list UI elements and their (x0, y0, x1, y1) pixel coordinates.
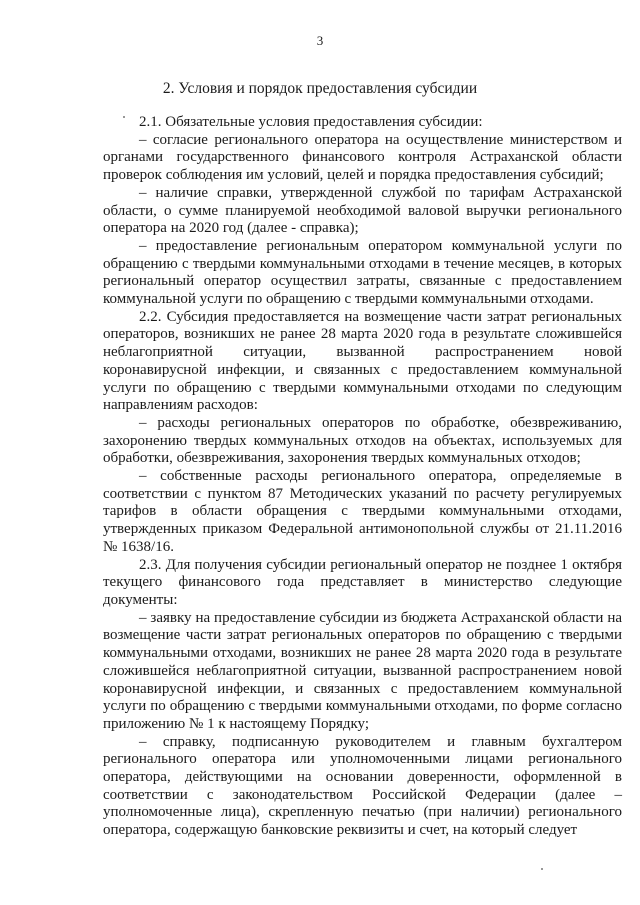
paragraph-2-1: 2.1. Обязательные условия предоставления субсидии: (139, 114, 483, 130)
paragraph-service-condition: – предоставление региональным оператором коммунальной услуги по обращению с твердыми коммунальными отходами в течение месяцев, в которых региональный оператор осуществил затраты, связанные с предоставлением коммунальной услуги по обращению с твердыми коммунальными отходами. (103, 237, 622, 308)
paragraph-bank-certificate: – справку, подписанную руководителем и главным бухгалтером регионального оператора или уполномоченными лицами регионального оператора, действующими на основании доверенности, оформленной в соответствии с законодательством Российской Федерации (далее – уполномоченные лица), скрепленную печатью (при наличии) регионального оператора, содержащую банковские реквизиты и счет, на который следует (103, 733, 622, 839)
paragraph-application: – заявку на предоставление субсидии из бюджета Астраханской области на возмещение части затрат региональных операторов по обращению с твердыми коммунальными отходами, возникших не ранее 28 марта 2020 года в результате сложившейся неблагоприятной ситуации, вызванной распространением новой коронавирусной инфекции, и связанных с предоставлением коммунальной услуги по обращению с твердыми коммунальными отходами, по форме согласно приложению № 1 к настоящему Порядку; (103, 609, 622, 732)
paragraph-2-2: 2.2. Субсидия предоставляется на возмещение части затрат региональных операторов, возникших не ранее 28 марта 2020 года в результате сложившейся неблагоприятной ситуации, вызванной распространением новой коронавирусной инфекции, и связанных с предоставлением коммунальной услуги по обращению с твердыми коммунальными отходами по следующим направлениям расходов: (103, 308, 622, 414)
paragraph-2-3: 2.3. Для получения субсидии региональный оператор не позднее 1 октября текущего финансового года представляет в министерство следующие документы: (103, 556, 622, 608)
section-heading: 2. Условия и порядок предоставления субсидии (162, 80, 478, 97)
scan-speck (541, 868, 543, 870)
scan-speck (123, 116, 125, 118)
page-number: 3 (316, 33, 324, 48)
section-body (103, 114, 622, 840)
paragraph-consent-condition: – согласие регионального оператора на осуществление министерством и органами государственного финансового контроля Астраханской области проверок соблюдения им условий, целей и порядка предоставления субсидий; (103, 131, 622, 184)
paragraph-certificate-condition: – наличие справки, утвержденной службой по тарифам Астраханской области, о сумме планируемой необходимой валовой выручки регионального оператора на 2020 год (далее - справка); (103, 184, 622, 237)
paragraph-processing-costs: – расходы региональных операторов по обработке, обезвреживанию, захоронению твердых коммунальных отходов на объектах, используемых для обработки, обезвреживания, захоронения твердых коммунальных отходов; (103, 414, 622, 467)
paragraph-own-costs: – собственные расходы регионального оператора, определяемые в соответствии с пунктом 87 Методических указаний по расчету регулируемых тарифов в области обращения с твердыми коммунальными отходами, утвержденных приказом Федеральной антимонопольной службы от 21.11.2016 № 1638/16. (103, 468, 622, 555)
